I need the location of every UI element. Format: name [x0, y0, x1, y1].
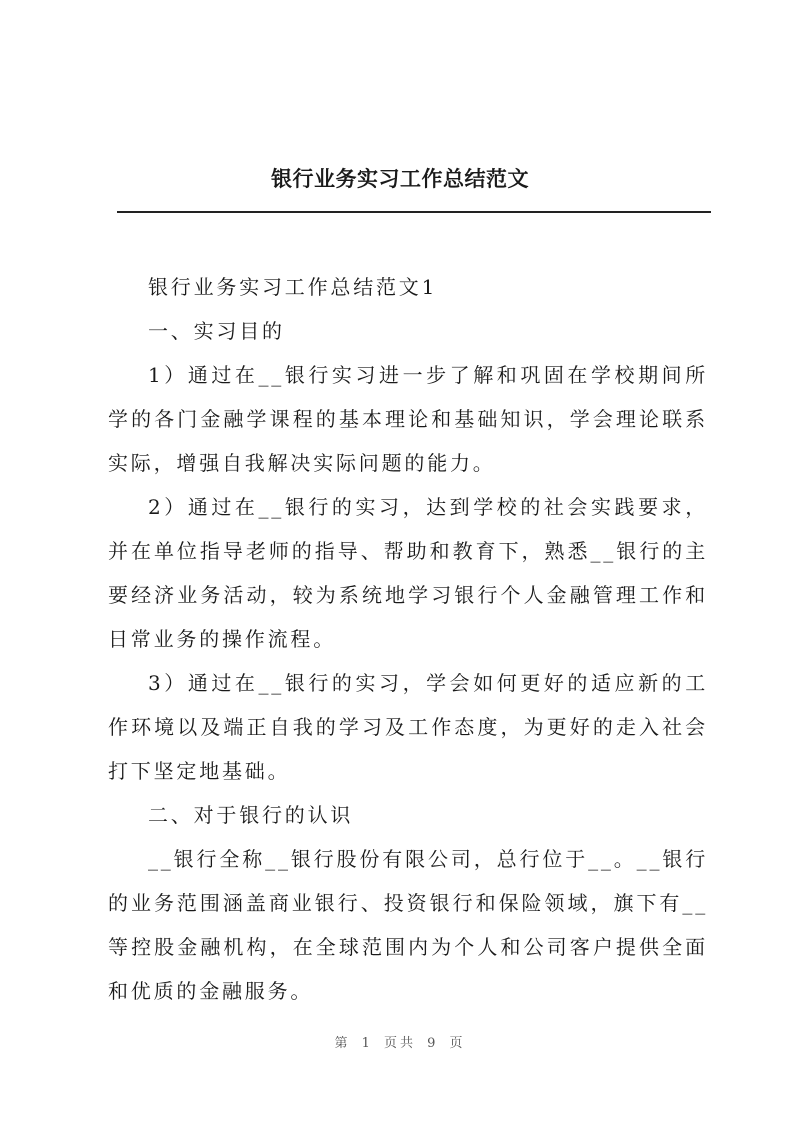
paragraph-purpose-1: 1）通过在__银行实习进一步了解和巩固在学校期间所学的各门金融学课程的基本理论和基础知识，学会理论联系实际，增强自我解决实际问题的能力。: [108, 363, 708, 475]
document-title: 银行业务实习工作总结范文: [271, 166, 529, 191]
section-heading-bank-understanding: 二、对于银行的认识: [148, 803, 354, 827]
section-heading-purpose: 一、实习目的: [148, 319, 285, 343]
section-heading-summary: 银行业务实习工作总结范文1: [148, 275, 438, 299]
document-body: [108, 265, 708, 1013]
paragraph-purpose-2: 2）通过在__银行的实习，达到学校的社会实践要求，并在单位指导老师的指导、帮助和教育下，熟悉__银行的主要经济业务活动，较为系统地学习银行个人金融管理工作和日常业务的操作流程。: [108, 495, 708, 651]
paragraph-bank-intro: __银行全称__银行股份有限公司，总行位于__。__银行的业务范围涵盖商业银行、投资银行和保险领域，旗下有__等控股金融机构，在全球范围内为个人和公司客户提供全面和优质的金融服务。: [108, 847, 708, 1003]
page-number-footer: 第 1 页共 9 页: [334, 1036, 466, 1051]
paragraph-purpose-3: 3）通过在__银行的实习，学会如何更好的适应新的工作环境以及端正自我的学习及工作态度，为更好的走入社会打下坚定地基础。: [108, 671, 708, 783]
title-underline: [117, 211, 711, 213]
